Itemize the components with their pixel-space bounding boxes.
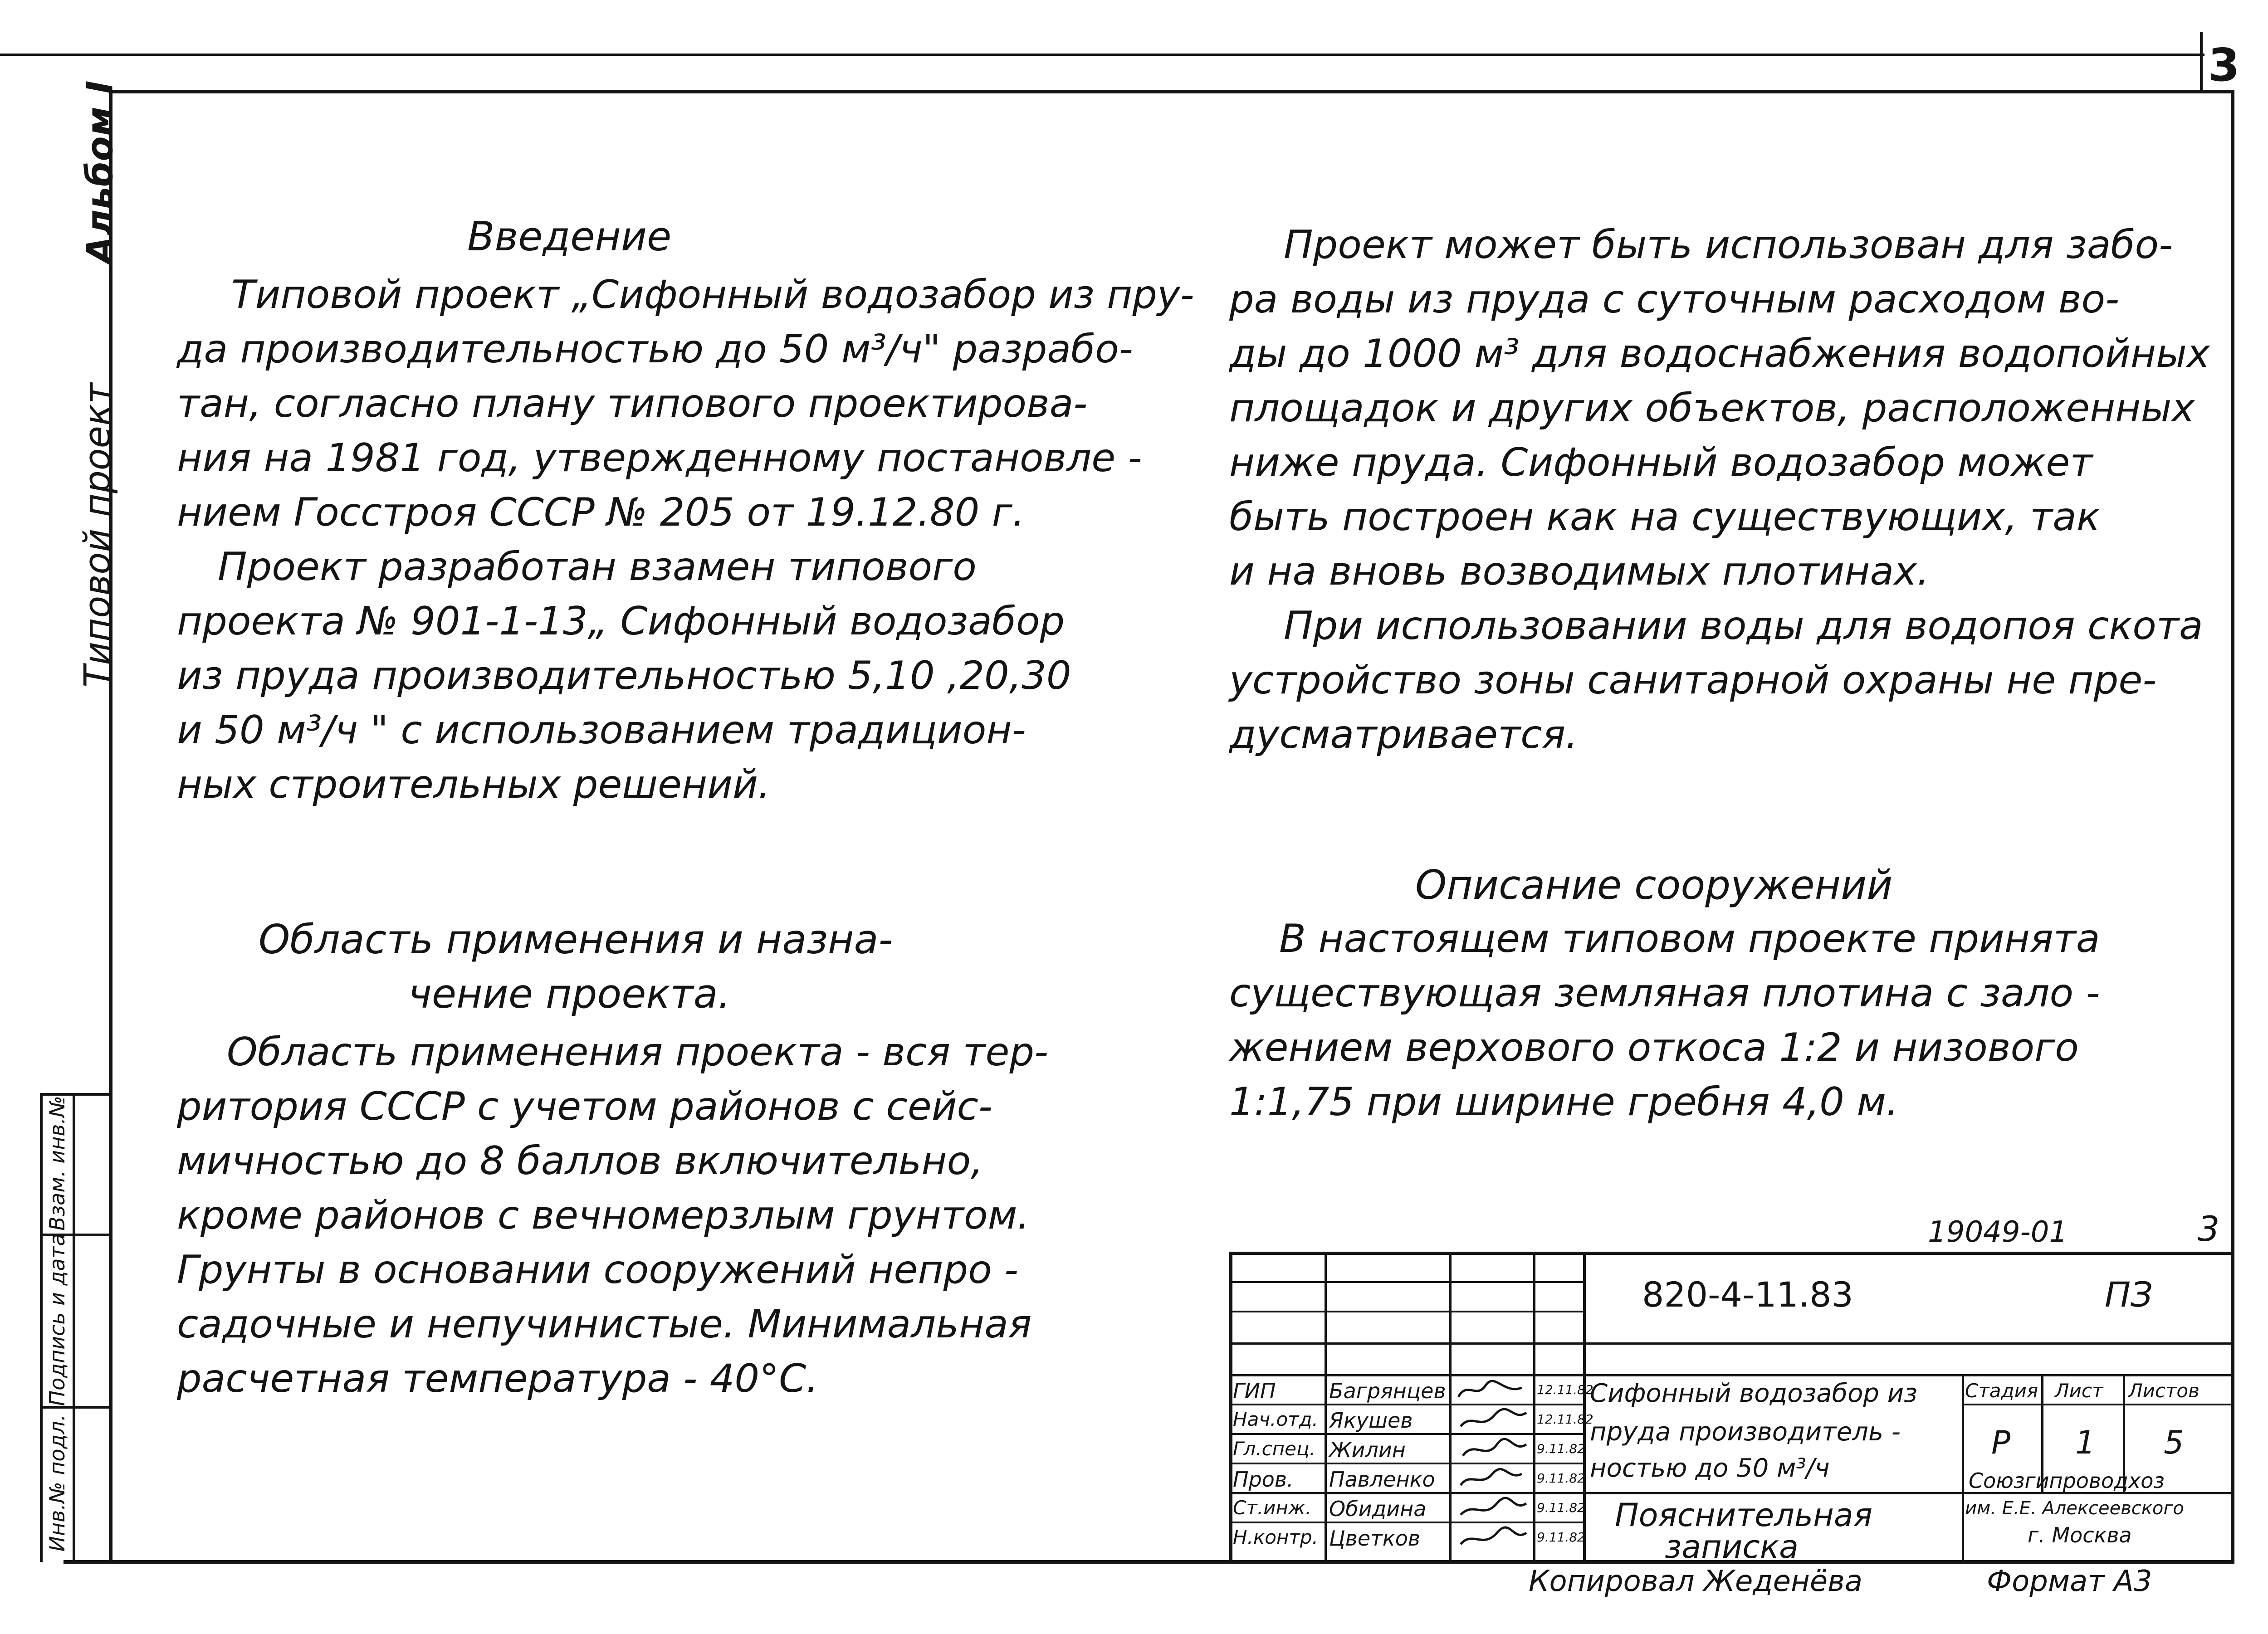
sign-date: 9.11.82 (1537, 1500, 1585, 1515)
intro-line: нием Госстроя СССР № 205 от 19.12.80 г. (177, 490, 1025, 535)
intro-line: проекта № 901-1-13„ Сифонный водозабор (177, 599, 1065, 644)
sheets-value: 5 (2164, 1424, 2184, 1461)
object-title-line: ностью до 50 м³/ч (1590, 1454, 1830, 1483)
sign-date: 9.11.82 (1537, 1471, 1585, 1486)
frame-left-line (109, 90, 112, 1564)
stamp-strip-left-line (40, 1093, 43, 1562)
page-number: 3 (2208, 39, 2240, 92)
intro-line: да производительностью до 50 м³/ч" разрабо- (177, 327, 1133, 372)
stamp-row-a (1229, 1281, 1583, 1283)
signer-name: Якушев (1329, 1408, 1413, 1433)
signatures (1454, 1376, 1531, 1558)
sign-date: 9.11.82 (1537, 1441, 1585, 1456)
description-title: Описание сооружений (1415, 862, 1893, 908)
frame-top-line (111, 90, 2234, 93)
intro-title: Введение (467, 213, 672, 260)
intro-line: ных строительных решений. (177, 762, 771, 807)
scope-line: кроме районов с вечномерзлым грунтом. (177, 1193, 1030, 1238)
stamp-left-line (1229, 1252, 1232, 1562)
signer-name: Павленко (1329, 1467, 1435, 1492)
copied-by: Копировал Жеденёва (1529, 1565, 1863, 1598)
sheets-label: Листов (2128, 1380, 2200, 1402)
scope-line: расчетная температура - 40°С. (177, 1356, 819, 1401)
description-line: В настоящем типовом проекте принята (1279, 916, 2100, 961)
stamp-strip-top (40, 1093, 112, 1096)
doc-type: ПЗ (2105, 1274, 2153, 1315)
sheet-label: Лист (2055, 1380, 2103, 1402)
stamp-row-d (1229, 1374, 2234, 1376)
role-label: Н.контр. (1233, 1526, 1318, 1548)
signature-scribble (1458, 1381, 1522, 1397)
scope-title-line1: Область применения и назна- (259, 916, 893, 963)
usage-line: и на вновь возводимых плотинах. (1229, 549, 1930, 594)
description-line: существующая земляная плотина с зало - (1229, 971, 2100, 1016)
object-title-line: Сифонный водозабор из (1590, 1379, 1917, 1408)
stamp-col2 (1449, 1252, 1452, 1562)
signer-name: Жилин (1329, 1438, 1406, 1462)
usage-line: ра воды из пруда с суточным расходом во- (1229, 277, 2120, 322)
stamp-strip-sep2 (40, 1406, 112, 1409)
role-label: ГИП (1233, 1379, 1276, 1403)
intro-line: и 50 м³/ч " с использованием традицион- (177, 707, 1026, 753)
page-number-box-left (2200, 32, 2203, 93)
usage-line: устройство зоны санитарной охраны не пре- (1229, 658, 2157, 703)
signature-scribble (1463, 1439, 1526, 1456)
role-label: Ст.инж. (1233, 1497, 1312, 1519)
intro-line: ния на 1981 год, утвержденному постановле - (177, 435, 1142, 481)
object-title-line: пруда производитель - (1590, 1417, 1901, 1447)
description-line: 1:1,75 при ширине гребня 4,0 м. (1229, 1079, 1899, 1125)
scope-line: Грунты в основании сооружений непро - (177, 1247, 1019, 1293)
intro-line: Типовой проект „Сифонный водозабор из пру- (231, 272, 1194, 317)
frame-bottom-line (64, 1560, 2234, 1564)
format-label: Формат А3 (1987, 1565, 2152, 1598)
scope-title-line2: чение проекта. (408, 971, 731, 1017)
scope-line: мичностью до 8 баллов включительно, (177, 1138, 983, 1184)
sheet-title-line1: Пояснительная (1615, 1497, 1872, 1534)
stamp-strip-mid-line (73, 1093, 75, 1562)
role-label: Нач.отд. (1233, 1408, 1319, 1430)
organization-line: г. Москва (2028, 1523, 2132, 1547)
sign-date: 12.11.82 (1537, 1412, 1593, 1427)
signature-scribble (1461, 1527, 1526, 1544)
stamp-right-col-a (1962, 1374, 1964, 1562)
signature-scribble (1461, 1409, 1526, 1426)
strip-signature-label: Подпись и дата (45, 1233, 69, 1406)
signature-scribble (1461, 1469, 1522, 1485)
scope-line: садочные и непучинистые. Минимальная (177, 1302, 1032, 1347)
sheet-top-edge (0, 54, 2204, 56)
signer-name: Багрянцев (1329, 1379, 1446, 1403)
sign-date: 12.11.82 (1537, 1382, 1593, 1397)
stamp-row-b (1229, 1311, 1583, 1312)
doc-code: 19049-01 (1928, 1215, 2068, 1249)
usage-line: ды до 1000 м³ для водоснабжения водопойных (1229, 331, 2210, 376)
stage-value: Р (1991, 1424, 2011, 1461)
usage-line: ниже пруда. Сифонный водозабор может (1229, 440, 2093, 485)
signature-scribble (1461, 1498, 1526, 1515)
description-line: жением верхового откоса 1:2 и низового (1229, 1025, 2079, 1070)
strip-replace-label: Взам. инв.№ (45, 1096, 69, 1231)
usage-line: быть построен как на существующих, так (1229, 494, 2100, 540)
stamp-col4 (1583, 1252, 1586, 1562)
usage-line: При использовании воды для водопоя скота (1284, 603, 2203, 649)
signer-name: Обидина (1329, 1497, 1427, 1521)
stamp-col3 (1533, 1252, 1535, 1562)
strip-inventory-label: Инв.№ подл. (45, 1414, 69, 1552)
stamp-top-line (1229, 1252, 2234, 1255)
sheet-value: 1 (2075, 1424, 2096, 1461)
usage-line: дусматривается. (1229, 712, 1578, 757)
stamp-right-row (1962, 1404, 2234, 1405)
scope-line: ритория СССР с учетом районов с сейс- (177, 1084, 992, 1129)
sheet-title-line2: записка (1665, 1528, 1799, 1566)
intro-line: из пруда производительностью 5,10 ,20,30 (177, 653, 1071, 698)
organization-line: Союзгипроводхоз (1969, 1468, 2165, 1493)
role-label: Пров. (1233, 1467, 1294, 1492)
intro-line: тан, согласно плану типового проектирова- (177, 381, 1088, 426)
stamp-row-c (1229, 1342, 2234, 1345)
stamp-col1 (1325, 1252, 1327, 1562)
organization-line: им. Е.Е. Алексеевского (1965, 1498, 2184, 1519)
role-label: Гл.спец. (1233, 1438, 1315, 1460)
stamp-page-mark: 3 (2198, 1209, 2220, 1249)
usage-line: площадок и других объектов, расположенных (1229, 385, 2195, 431)
sign-date: 9.11.82 (1537, 1530, 1585, 1545)
designation: 820-4-11.83 (1642, 1274, 1853, 1315)
intro-line: Проект разработан взамен типового (218, 544, 977, 590)
signer-name: Цветков (1329, 1526, 1420, 1551)
album-label: Альбом I (78, 80, 121, 264)
usage-line: Проект может быть использован для забо- (1284, 222, 2173, 268)
stage-label: Стадия (1965, 1380, 2038, 1402)
project-type-label: Типовой проект (76, 383, 119, 688)
scope-line: Область применения проекта - вся тер- (227, 1029, 1049, 1075)
